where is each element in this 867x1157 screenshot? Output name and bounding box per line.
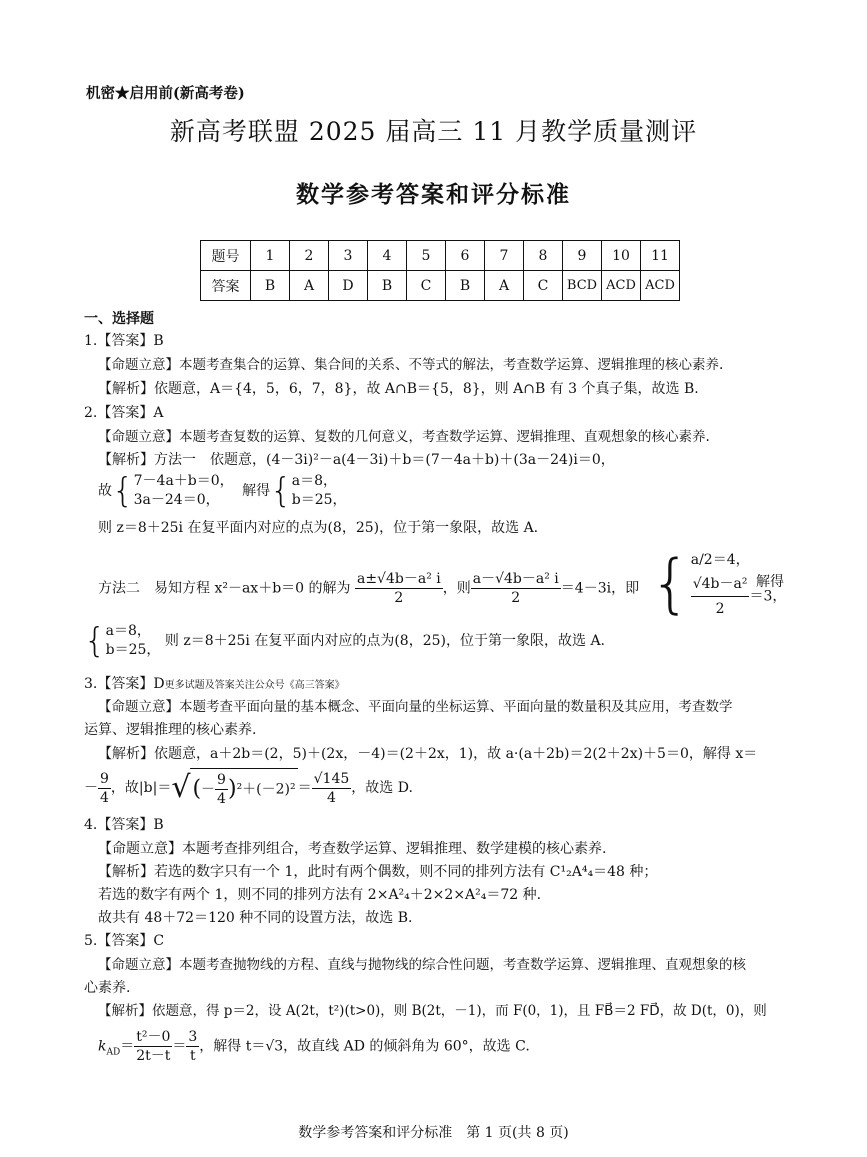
sqrt-body: (－ $\frac{9}{4}$ )²＋(－2)² — [190, 768, 297, 808]
numerator: 9 — [217, 772, 226, 788]
q4-analysis-2: 若选的数字有两个 1，则不同的排列方法有 2×A²₄＋2×2×A²₄＝72 种. — [98, 887, 542, 903]
table-cell: 8 — [524, 241, 563, 271]
q3-intent-cont: 运算、逻辑推理的核心素养. — [84, 722, 257, 738]
table-cell: C — [524, 271, 563, 301]
table-cell: B — [446, 271, 485, 301]
table-cell: D — [329, 271, 368, 301]
section-heading: 一、选择题 — [84, 311, 154, 327]
q3-intent: 【命题立意】本题考查平面向量的基本概念、平面向量的坐标运算、平面向量的数量积及其应用，考查数学 — [98, 699, 733, 715]
q3-analysis-cont — [84, 768, 413, 808]
brace-icon: { — [112, 471, 134, 511]
fraction — [312, 770, 352, 807]
fraction — [471, 570, 561, 607]
table-row-answers — [201, 271, 680, 301]
denominator: t — [190, 1048, 196, 1064]
subscript: AD — [106, 1047, 121, 1058]
equation: b＝25， — [105, 642, 161, 658]
sqrt-icon: √ — [171, 770, 191, 805]
exam-title: 新高考联盟 2025 届高三 11 月教学质量测评 — [169, 117, 698, 146]
table-cell: 3 — [329, 241, 368, 271]
table-header-cell: 答案 — [201, 271, 251, 301]
promo-note: 更多试题及答案关注公众号《高三答案》 — [164, 680, 345, 691]
q2-answer: 2.【答案】A — [84, 405, 164, 421]
q4-intent: 【命题立意】本题考查排列组合，考查数学运算、逻辑推理、数学建模的核心素养. — [98, 841, 607, 857]
text-span: ＝ — [297, 780, 312, 796]
table-cell: 10 — [602, 241, 641, 271]
table-cell: 1 — [251, 241, 290, 271]
text-span: ²＋(－2)² — [236, 781, 296, 798]
denominator: 4 — [326, 789, 336, 806]
table-cell: 5 — [407, 241, 446, 271]
q1-answer: 1.【答案】B — [84, 333, 164, 349]
equation: 3a－24＝0， — [133, 492, 220, 508]
q2-solve-label: 解得 — [756, 574, 784, 590]
numerator: 3 — [188, 1029, 198, 1045]
equation: a/2＝4， — [690, 552, 750, 568]
q1-analysis: 【解析】依题意，A＝{4，5，6，7，8}，故 A∩B＝{5，8}，则 A∩B 有 3 个真子集，故选 B. — [98, 381, 699, 397]
table-cell: C — [407, 271, 446, 301]
table-row-numbers — [201, 241, 680, 271]
numerator: √145 — [313, 770, 350, 787]
table-cell: 11 — [641, 241, 680, 271]
table-cell: 4 — [368, 241, 407, 271]
q2-method1-conclusion: 则 z＝8＋25i 在复平面内对应的点为(8，25)，位于第一象限，故选 A. — [98, 520, 539, 536]
text-span: 方法二 易知方程 x²－ax＋b＝0 的解为 — [98, 580, 351, 597]
q5-intent: 【命题立意】本题考查抛物线的方程、直线与抛物线的综合性问题，考查数学运算、逻辑推理、直观想象的核 — [98, 957, 746, 973]
text-span: ，故选 D. — [351, 780, 413, 796]
brace-icon: { — [84, 621, 106, 661]
solution-system — [292, 472, 347, 510]
text-span: ＝4－3i，即 — [560, 580, 640, 597]
fraction — [691, 572, 750, 621]
solution-system — [106, 622, 161, 660]
q5-answer: 5.【答案】C — [84, 933, 165, 949]
q5-analysis-cont — [98, 1028, 530, 1065]
numerator: t²－0 — [136, 1029, 171, 1045]
denominator: 4 — [100, 789, 109, 806]
table-cell: B — [368, 271, 407, 301]
q5-intent-cont: 心素养. — [84, 980, 131, 996]
equation: a＝8， — [291, 473, 338, 489]
text-span: ，解得 t＝√3，故直线 AD 的倾斜角为 60°，故选 C. — [199, 1038, 530, 1055]
q3-answer — [84, 675, 345, 695]
text-span: 则 z＝8＋25i 在复平面内对应的点为(8，25)，位于第一象限，故选 A. — [164, 633, 606, 649]
answer-table — [200, 240, 680, 301]
system-prefix: 故 — [98, 483, 112, 499]
table-cell: ACD — [602, 271, 641, 301]
numerator: 9 — [100, 770, 109, 787]
text-span: ，则 — [442, 580, 471, 597]
table-cell: BCD — [563, 271, 602, 301]
fraction — [355, 570, 443, 607]
q2-method2-result — [84, 622, 605, 660]
numerator: √4b－a² — [691, 572, 750, 597]
table-cell: 6 — [446, 241, 485, 271]
fraction — [215, 771, 228, 808]
denominator: 4 — [217, 791, 226, 807]
numerator: a±√4b－a² i — [356, 571, 441, 587]
text-span: k — [98, 1038, 107, 1055]
equation-system — [134, 472, 234, 510]
equation: 7－4a＋b＝0， — [133, 473, 234, 489]
table-cell: 7 — [485, 241, 524, 271]
paren-icon: ) — [227, 776, 237, 802]
table-header-cell: 题号 — [201, 241, 251, 271]
solve-label: 解得 — [242, 483, 271, 499]
q2-intent: 【命题立意】本题考查复数的运算、复数的几何意义，考查数学运算、逻辑推理、直观想象的核心素养. — [98, 429, 710, 445]
text-span: ＝ — [172, 1038, 187, 1055]
fraction — [186, 1028, 199, 1065]
brace-icon: { — [270, 471, 292, 511]
text-span: ＝3， — [749, 588, 787, 605]
table-cell: A — [290, 271, 329, 301]
fraction — [134, 1028, 172, 1065]
text-span: － — [84, 780, 98, 796]
page-footer: 数学参考答案和评分标准 第 1 页(共 8 页) — [298, 1125, 569, 1141]
table-cell: A — [485, 271, 524, 301]
q4-analysis-3: 故共有 48＋72＝120 种不同的设置方法，故选 B. — [98, 910, 413, 926]
q2-method2 — [98, 570, 639, 607]
q4-answer: 4.【答案】B — [84, 817, 164, 833]
table-cell: 2 — [290, 241, 329, 271]
denominator: 2 — [394, 590, 404, 606]
denominator: 2 — [715, 601, 725, 617]
brace-icon: { — [650, 547, 691, 622]
text-span: 3.【答案】D — [84, 676, 165, 692]
q2-system — [98, 472, 347, 510]
text-span: ，故|b|＝ — [110, 780, 172, 796]
denominator: 2 — [511, 590, 521, 606]
denominator: 2t－t — [136, 1048, 171, 1064]
paren-icon: ( — [192, 776, 202, 802]
q5-analysis: 【解析】依题意，得 p＝2，设 A(2t，t²)(t>0)，则 B(2t，－1)，而 F(0，1)，且 FB⃗＝2 FD⃗，故 D(t，0)，则 — [98, 1003, 767, 1019]
equation: b＝25， — [291, 492, 347, 508]
document-subtitle: 数学参考答案和评分标准 — [296, 181, 571, 208]
text-span: ＝ — [120, 1038, 135, 1055]
q1-intent: 【命题立意】本题考查集合的运算、集合间的关系、不等式的解法，考查数学运算、逻辑推理的核心素养. — [98, 357, 724, 373]
table-cell: 9 — [563, 241, 602, 271]
q2-method1: 【解析】方法一 依题意，(4－3i)²－a(4－3i)＋b＝(7－4a＋b)＋(3a－24)i＝0， — [98, 452, 615, 468]
fraction — [98, 770, 111, 807]
confidential-label: 机密★启用前(新高考卷) — [86, 85, 245, 102]
q3-analysis: 【解析】依题意，a＋2b＝(2，5)＋(2x，－4)＝(2＋2x，1)，故 a·(a＋2b)＝2(2＋2x)＋5＝0，解得 x＝ — [98, 746, 758, 762]
q4-analysis: 【解析】若选的数字只有一个 1，此时有两个偶数，则不同的排列方法有 C¹₂A⁴₄＝48 种； — [98, 864, 658, 880]
table-cell: ACD — [641, 271, 680, 301]
numerator: a－√4b－a² i — [472, 571, 559, 587]
equation: a＝8， — [105, 623, 151, 639]
table-cell: B — [251, 271, 290, 301]
